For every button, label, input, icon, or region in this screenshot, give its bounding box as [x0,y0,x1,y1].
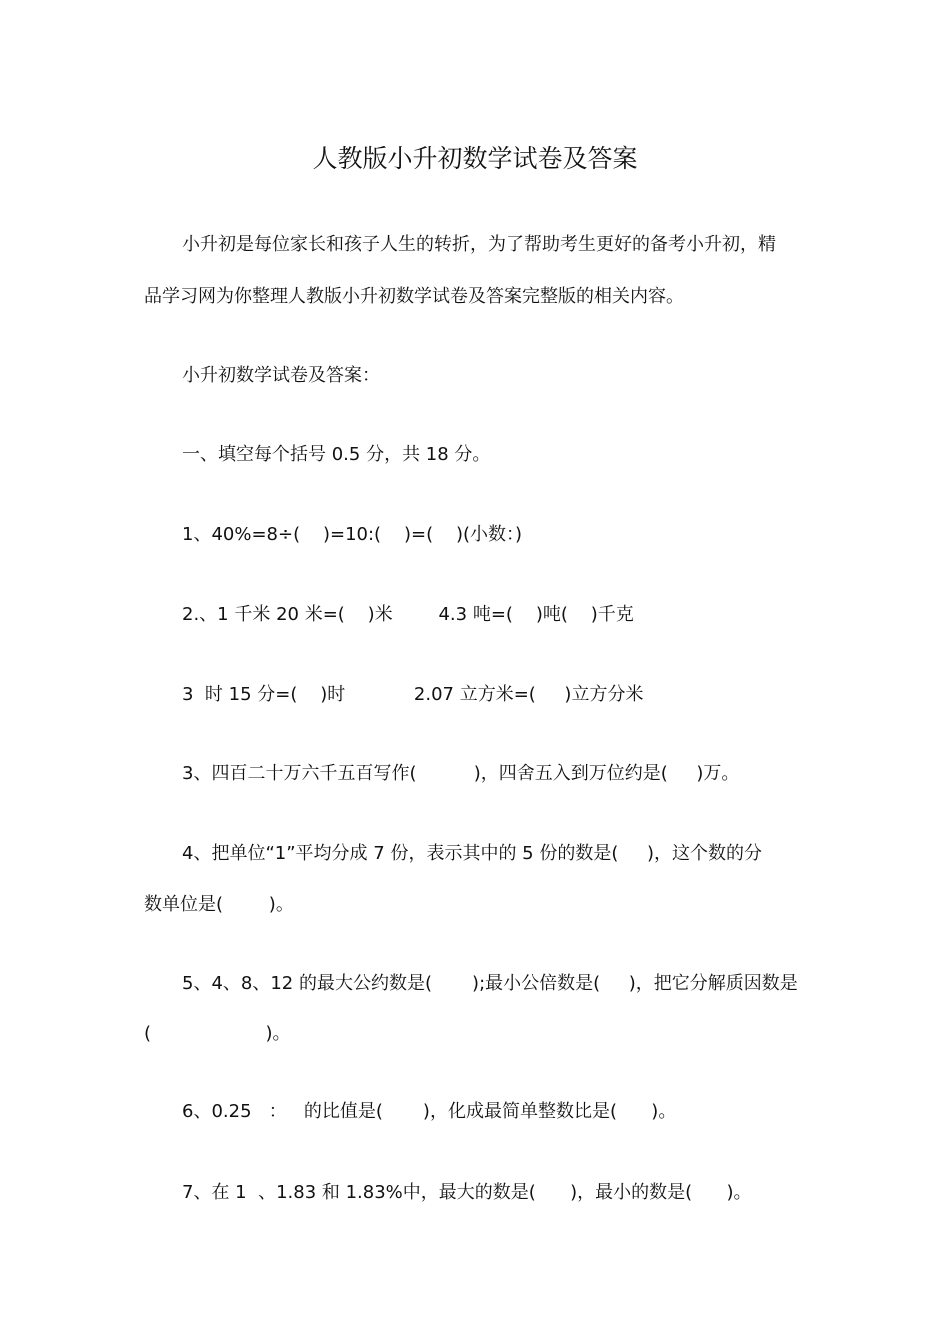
question-4-line-1: 4、把单位“1”平均分成 7 份，表示其中的 5 份的数是( )，这个数的分 [182,843,762,864]
question-5-line-1: 5、4、8、12 的最大公约数是( );最小公倍数是( )，把它分解质因数是 [182,973,798,994]
part-one-heading: 一、填空每个括号 0.5 分，共 18 分。 [182,444,491,465]
section-heading: 小升初数学试卷及答案： [182,365,380,386]
question-2: 2.、1 千米 20 米=( )米 4.3 吨=( )吨( )千克 [182,604,634,625]
question-1: 1、40%=8÷( )=10:( )=( )(小数：) [182,524,523,545]
document-title: 人教版小升初数学试卷及答案 [312,144,638,173]
question-3: 3、四百二十万六千五百写作( )，四舍五入到万位约是( )万。 [182,763,740,784]
intro-line-1: 小升初是每位家长和孩子人生的转折，为了帮助考生更好的备考小升初，精 [182,234,776,255]
question-7: 7、在 1 、1.83 和 1.83%中，最大的数是( )，最小的数是( )。 [182,1182,752,1203]
question-5-line-2: ( )。 [144,1023,291,1044]
question-6: 6、0.25 ： 的比值是( )，化成最简单整数比是( )。 [182,1101,677,1122]
intro-line-2: 品学习网为你整理人教版小升初数学试卷及答案完整版的相关内容。 [144,286,684,307]
question-2-continued: 3 时 15 分=( )时 2.07 立方米=( )立方分米 [182,684,644,705]
question-4-line-2: 数单位是( )。 [144,894,294,915]
